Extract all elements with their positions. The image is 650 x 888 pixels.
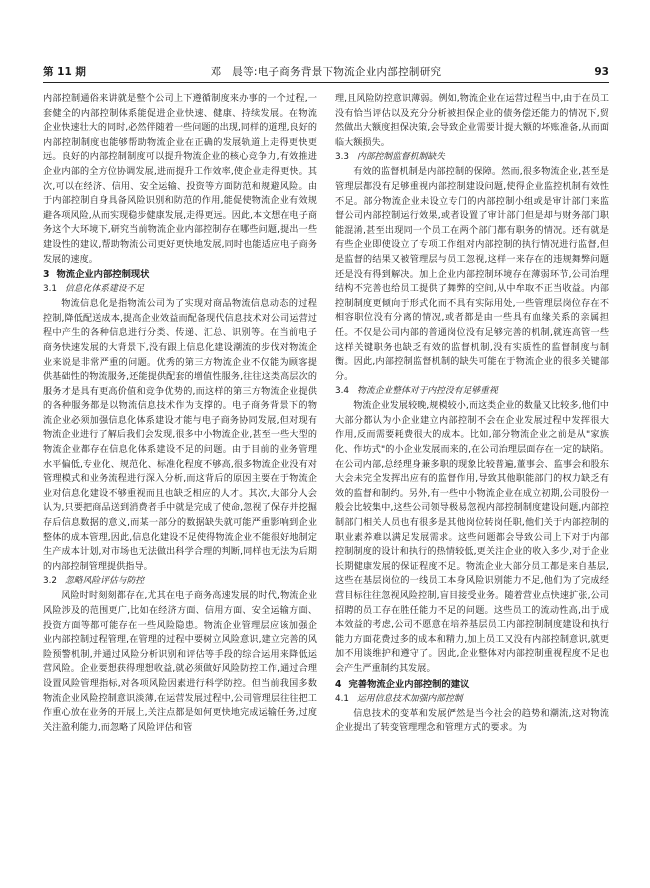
subsection-number: 3.3	[335, 152, 349, 163]
subsection-title: 内部控制监督机制缺失	[357, 152, 445, 163]
subsection-number: 3.2	[43, 576, 57, 587]
header-rule	[43, 82, 609, 83]
subsection-title: 物流企业整体对于内控没有足够重视	[357, 386, 498, 397]
subsection-title: 运用信息技术加强内部控制	[357, 693, 463, 704]
subsection-heading	[335, 692, 609, 707]
section-number: 4	[335, 678, 342, 690]
subsection-heading	[43, 282, 317, 297]
body-columns	[43, 92, 609, 878]
running-title: 邓 晨等:电子商务背景下物流企业内部控制研究	[210, 66, 442, 78]
body-paragraph: 理,且风险防控意识薄弱。例如,物流企业在运营过程当中,由于在员工没有恰当评估以及充分分析被担保企业的债务偿还能力的情况下,贸然做出大额度担保决策,会导致企业需要计提大额的坏账准备,从而面临大额损失。	[335, 94, 609, 148]
page-header	[43, 64, 609, 80]
body-paragraph: 信息技术的变革和发展俨然是当今社会的趋势和潮流,这对物流企业提出了转变管理理念和管理方式的要求。为	[335, 708, 609, 734]
body-paragraph: 有效的监督机制是内部控制的保障。然而,很多物流企业,甚至是管理层都没有足够重视内部控制建设问题,使得企业监控机制有效性不足。部分物流企业未设立专门的内部控制小组或是审计部门来监督公司内部控制运行效果,或者设置了审计部门但是却与财务部门职能混淆,甚至出现同一个员工在两个部门都有职务的情况。还有就是有些企业即使设立了专项工作组对内部控制的执行情况进行监督,但是监督的结果又被管理层与员工忽视,这样一来存在的违规舞弊问题还是没有得到解决。加上企业内部控制环境存在薄弱环节,公司治理结构不完善也给员工提供了舞弊的空间,从中牟取不正当收益。内部控制制度更倾向于形式化而不具有实际用处,一些管理层岗位存在不相容职位没有分离的情况,或者都是由一些具有血缘关系的亲属担任。不仅是公司内部的普通岗位没有足够完善的机制,就连高管一些这样关键职务也缺乏有效的监督机制,没有实质性的监督制度与制衡。因此,内部控制监督机制的缺失可能在于物流企业的很多关键部分。	[335, 167, 609, 382]
subsection-number: 3.4	[335, 386, 349, 397]
issue-number: 第 11 期	[43, 66, 86, 78]
body-paragraph: 物流信息化是指物流公司为了实现对商品物流信息动态的过程控制,降低配送成本,提高企业效益而配备现代信息技术对公司运营过程中产生的各种信息进行分类、传递、汇总、识别等。在当前电子商务快速发展的大背景下,没有跟上信息化建设潮流的步伐对物流企业来说是非常严重的问题。优秀的第三方物流企业不仅能为顾客提供基础性的物流服务,还能提供配套的增值性服务,往往这类高层次的服务才是具有更高价值和竞争优势的,而这样的第三方物流企业提供的各种服务都是以物流信息技术作为支撑的。电子商务背景下的物流企业必须加强信息化体系建设才能与电子商务协同发展,但对现有物流企业进行了解后我们会发现,很多中小物流企业,甚至一些大型的物流企业都存在信息化体系建设不足的问题。由于目前的业务管理水平偏低,专业化、规范化、标准化程度不够高,很多物流企业没有对管理模式和业务流程进行深入分析,而这背后的原因主要在于物流企业对信息化建设不够重视而且也缺乏相应的人才。其次,大部分人会认为,只要把商品送到消费者手中就是完成了使命,忽视了保存并挖掘存后信息数据的意义,而某一部分的数据缺失就可能严重影响到企业整体的成本管理,因此,信息化建设不足使得物流企业不能很好地制定生产成本计划,对市场也无法做出科学合理的判断,同样也无法为后期的内部控制管理提供指导。	[43, 299, 317, 572]
body-paragraph: 风险时时刻刻都存在,尤其在电子商务高速发展的时代,物流企业风险涉及的范围更广,比如在经济方面、信用方面、安全运输方面、投资方面等都可能存在一些风险隐患。物流企业管理层应该加强企业内部控制过程管理,在管理的过程中要树立风险意识,建立完善的风险预警机制,并通过风险分析识别和评估等手段的综合运用来降低运营风险。企业要想获得理想收益,就必须做好风险防控工作,通过合理设置风险管理指标,对各项风险因素进行科学防控。但当前我国多数物流企业风险控制意识淡薄,在运营发展过程中,公司管理层往往把工作重心放在业务的开展上,关注点都是如何更快地完成运输任务,过度关注盈利能力,而忽略了风险评估和管	[43, 591, 317, 733]
body-paragraph: 内部控制通俗来讲就是整个公司上下遵循制度来办事的一个过程,一套健全的内部控制体系能促进企业快速、健康、持续发展。在物流企业快速壮大的同时,必然伴随着一些问题的出现,同样的道理,良好的内部控制制度也能够帮助物流企业在正确的发展轨道上走得更快更远。良好的内部控制制度可以提升物流企业的核心竞争力,有效推进企业内部的全方位协调发展,进而提升工作效率,使企业走得更快。其次,可以在经济、信用、安全运输、投资等方面防范和规避风险。由于内部控制自身具备风险识别和防范的作用,能促使物流企业有效规避各项风险,从而实现稳步健康发展,走得更远。因此,本文想在电子商务这个大环境下,研究当前物流企业内部控制存在哪些问题,提出一些建设性的建议,帮助物流公司更好更快地发展,同时也能适应电子商务发展的速度。	[43, 94, 317, 265]
subsection-heading	[335, 150, 609, 165]
body-paragraph: 物流企业发展较晚,规模较小,而这类企业的数量又比较多,他们中大部分都认为小企业建立内部控制不会在企业发展过程中发挥很大作用,反而需要耗费很大的成本。比如,部分物流企业之前是从"家族化、作坊式"的小企业发展而来的,在公司治理层面存在一定的缺陷。在公司内部,总经理身兼多职的现象比较普遍,董事会、监事会和股东大会未完全发挥出应有的监督作用,导致其他职能部门的权力缺乏有效的监督和制约。另外,有一些中小物流企业在成立初期,公司股份一般会比较集中,这些公司领导极易忽视内部控制制度建设问题,内部控制部门相关人员也有很多是其他岗位转岗任职,他们关于内部控制的职业素养难以满足发展需求。这些问题都会导致公司上下对于内部控制制度的设计和执行的热情较低,更关注企业的收入多少,对于企业长期健康发展的保证程度不足。物流企业大部分员工都是来自基层,这些在基层岗位的一线员工本身风险识别能力不足,他们为了完成经营目标往往忽视风险控制,盲目接受业务。随着营业点快速扩张,公司招聘的员工存在胜任能力不足的问题。这些员工的流动性高,出于成本效益的考虑,公司不愿意在培养基层员工内部控制制度建设和执行能力方面花费过多的成本和精力,加上员工又没有内部控制意识,就更加不用谈维护和遵守了。因此,企业整体对内部控制重视程度不足也会产生严重制约其发展。	[335, 401, 609, 674]
section-number: 3	[43, 269, 50, 281]
left-column	[43, 92, 317, 878]
subsection-title: 信息化体系建设不足	[65, 284, 145, 295]
right-column	[335, 92, 609, 878]
page-number: 93	[594, 66, 609, 78]
subsection-title: 忽略风险评估与防控	[65, 576, 145, 587]
subsection-heading	[43, 574, 317, 589]
subsection-number: 3.1	[43, 284, 57, 295]
section-heading	[43, 267, 317, 282]
section-title: 完善物流企业内部控制的建议	[348, 678, 470, 690]
section-heading	[335, 677, 609, 692]
section-title: 物流企业内部控制现状	[56, 269, 150, 281]
subsection-number: 4.1	[335, 693, 349, 704]
subsection-heading	[335, 384, 609, 399]
